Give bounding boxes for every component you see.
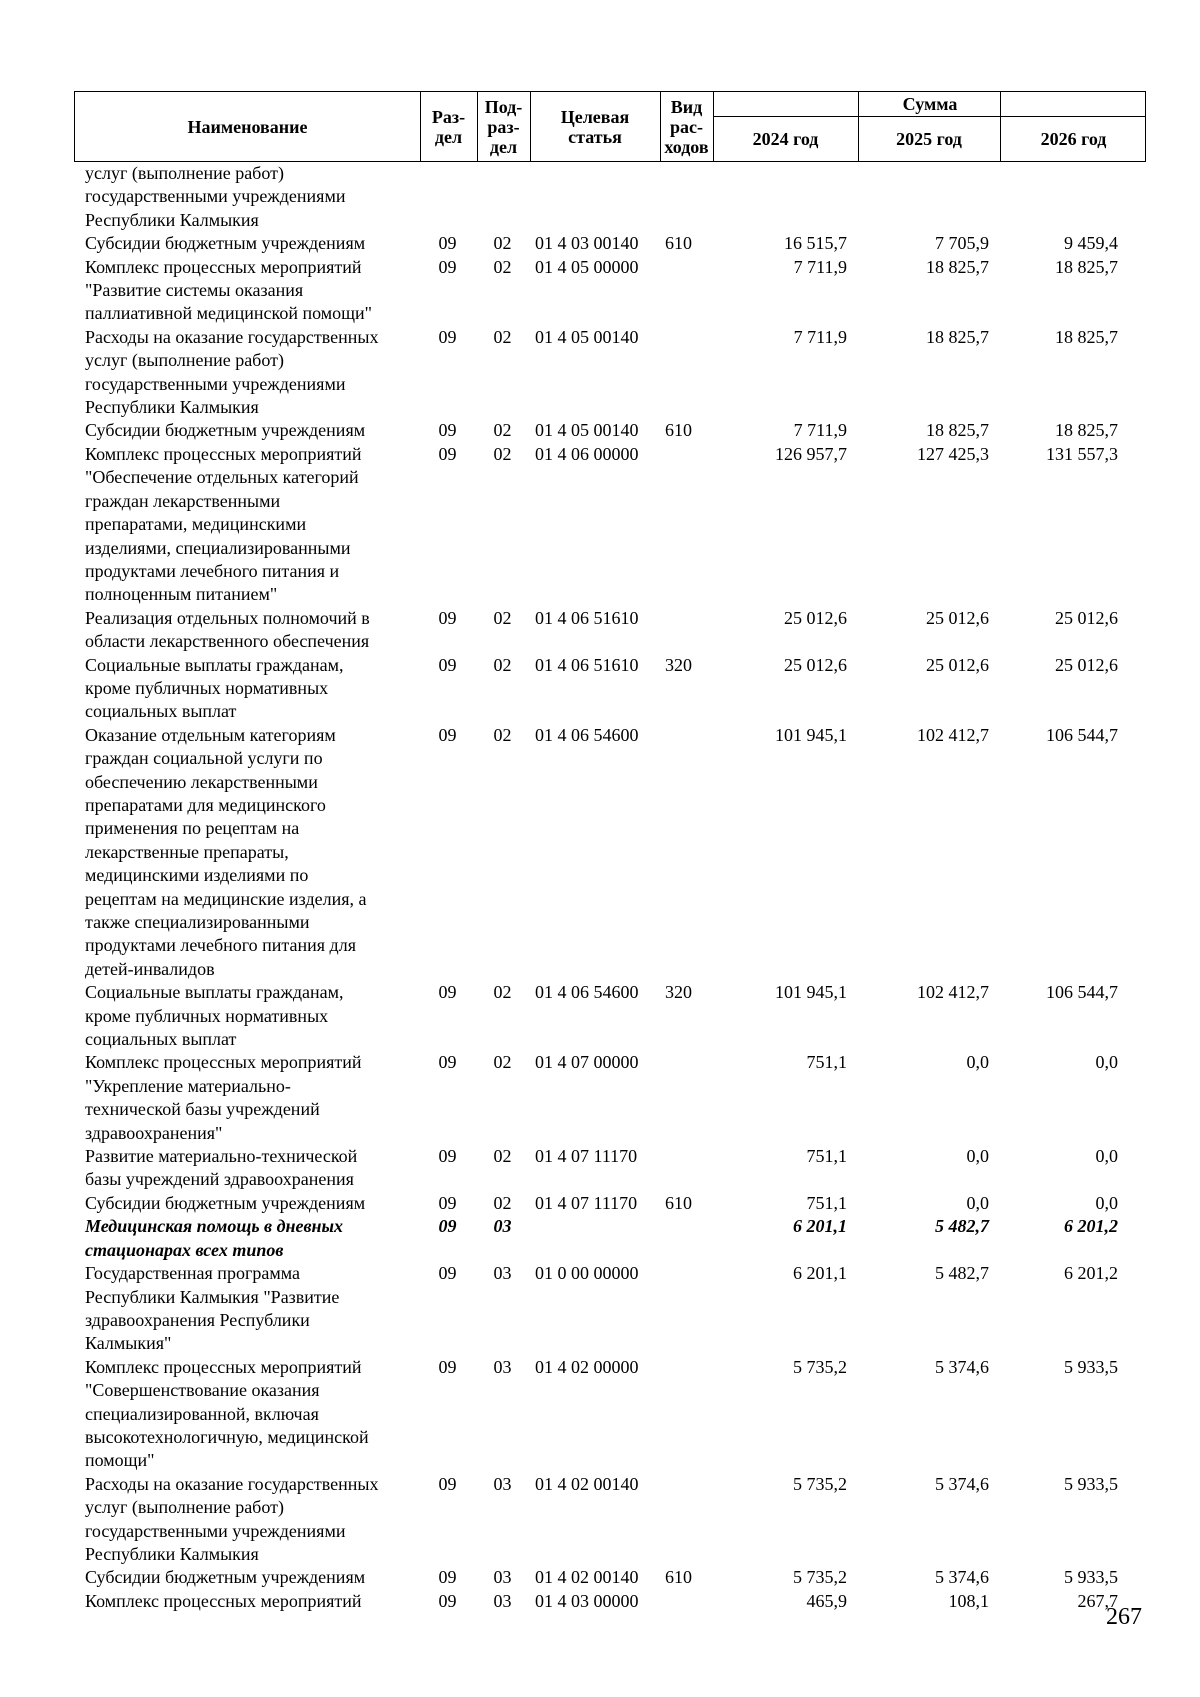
cell-podrazdel: 02 xyxy=(493,256,512,277)
cell-podrazdel: 02 xyxy=(493,1146,512,1167)
cell-sum-2026: 5 933,5 xyxy=(1064,1473,1118,1494)
cell-sum-2024: 5 735,2 xyxy=(793,1567,847,1588)
cell-sum-2024: 126 957,7 xyxy=(775,443,847,464)
cell-sum-2025: 18 825,7 xyxy=(926,420,989,441)
cell-vid-rashodov xyxy=(659,1590,712,1613)
cell-celevaya-statya: 01 4 07 11170 xyxy=(535,1192,638,1213)
table-row xyxy=(74,1356,1146,1473)
cell-podrazdel: 03 xyxy=(493,1356,512,1377)
cell-celevaya-statya: 01 4 02 00140 xyxy=(535,1473,639,1494)
cell-name: Комплекс процессных мероприятий "Обеспечение отдельных категорий граждан лекарственными препаратами, медицинскими изделиями, специализированными продуктами лечебного питания и полноценным питанием" xyxy=(85,443,362,605)
cell-vid-rashodov xyxy=(659,1145,712,1192)
cell-sum-2024: 16 515,7 xyxy=(784,233,847,254)
table-row xyxy=(74,1262,1146,1356)
table-row xyxy=(74,1566,1146,1589)
cell-podrazdel: 02 xyxy=(493,724,512,745)
cell-name: Расходы на оказание государственных услуг (выполнение работ) государственными учреждениями Республики Калмыкия xyxy=(85,1473,379,1564)
table-row xyxy=(74,1215,1146,1262)
cell-vid-rashodov xyxy=(659,1262,712,1356)
cell-celevaya-statya: 01 4 07 00000 xyxy=(535,1052,639,1073)
cell-podrazdel: 02 xyxy=(493,654,512,675)
cell-sum-2025: 18 825,7 xyxy=(926,326,989,347)
cell-vid-rashodov xyxy=(659,162,712,232)
cell-celevaya-statya: 01 4 05 00140 xyxy=(535,326,639,347)
cell-sum-2024: 5 735,2 xyxy=(793,1356,847,1377)
header-razdel: Раз- дел xyxy=(431,106,466,147)
cell-podrazdel: 03 xyxy=(493,1567,512,1588)
cell-name: услуг (выполнение работ) государственными учреждениями Республики Калмыкия xyxy=(85,163,346,230)
cell-celevaya-statya: 01 4 06 51610 xyxy=(535,654,639,675)
cell-vid-rashodov: 320 xyxy=(665,982,692,1003)
cell-sum-2026: 131 557,3 xyxy=(1046,443,1118,464)
cell-celevaya-statya: 01 4 06 54600 xyxy=(535,724,639,745)
cell-sum-2025: 5 374,6 xyxy=(935,1473,989,1494)
cell-sum-2025: 102 412,7 xyxy=(917,982,989,1003)
cell-sum-2024: 751,1 xyxy=(806,1146,847,1167)
cell-sum-2025: 25 012,6 xyxy=(926,607,989,628)
cell-celevaya-statya: 01 4 03 00000 xyxy=(535,1590,639,1611)
cell-name: Комплекс процессных мероприятий xyxy=(85,1590,362,1611)
cell-celevaya-statya: 01 4 06 54600 xyxy=(535,982,639,1003)
cell-vid-rashodov xyxy=(659,1356,712,1473)
cell-sum-2026: 106 544,7 xyxy=(1046,724,1118,745)
cell-sum-2026 xyxy=(999,162,1129,232)
cell-sum-2025: 0,0 xyxy=(966,1052,989,1073)
cell-sum-2024: 6 201,1 xyxy=(793,1216,847,1237)
cell-podrazdel: 03 xyxy=(493,1473,512,1494)
cell-sum-2024: 5 735,2 xyxy=(793,1473,847,1494)
cell-sum-2024: 6 201,1 xyxy=(793,1263,847,1284)
cell-sum-2026: 5 933,5 xyxy=(1064,1567,1118,1588)
cell-celevaya-statya: 01 4 05 00140 xyxy=(535,420,639,441)
cell-vid-rashodov xyxy=(659,326,712,420)
cell-razdel: 09 xyxy=(438,1192,457,1213)
cell-razdel xyxy=(419,162,476,232)
header-name: Наименование xyxy=(187,116,308,137)
cell-sum-2026: 18 825,7 xyxy=(1055,326,1118,347)
cell-vid-rashodov xyxy=(659,256,712,326)
cell-vid-rashodov: 610 xyxy=(665,1567,692,1588)
cell-vid-rashodov: 610 xyxy=(665,420,692,441)
cell-name: Реализация отдельных полномочий в области лекарственного обеспечения xyxy=(85,607,370,652)
cell-sum-2024: 101 945,1 xyxy=(775,982,847,1003)
cell-name: Государственная программа Республики Калмыкия "Развитие здравоохранения Республики Калмыкия" xyxy=(85,1263,340,1354)
cell-celevaya-statya: 01 4 02 00000 xyxy=(535,1356,639,1377)
header-summa: Сумма xyxy=(902,94,958,114)
cell-sum-2024: 7 711,9 xyxy=(793,326,847,347)
table-row xyxy=(74,443,1146,607)
cell-name: Медицинская помощь в дневных стационарах всех типов xyxy=(85,1216,344,1260)
cell-sum-2025: 7 705,9 xyxy=(935,233,989,254)
header-year-2025: 2025 год xyxy=(896,128,962,149)
cell-sum-2024: 25 012,6 xyxy=(784,654,847,675)
cell-celevaya-statya: 01 4 05 00000 xyxy=(535,256,639,277)
cell-podrazdel xyxy=(476,162,529,232)
cell-sum-2025: 127 425,3 xyxy=(917,443,989,464)
cell-vid-rashodov xyxy=(659,1051,712,1145)
cell-sum-2025: 5 374,6 xyxy=(935,1356,989,1377)
cell-podrazdel: 02 xyxy=(493,420,512,441)
table-row xyxy=(74,1590,1146,1613)
cell-sum-2024: 101 945,1 xyxy=(775,724,847,745)
cell-sum-2025: 25 012,6 xyxy=(926,654,989,675)
cell-celevaya-statya: 01 4 06 00000 xyxy=(535,443,639,464)
cell-podrazdel: 02 xyxy=(493,1052,512,1073)
cell-razdel: 09 xyxy=(438,607,457,628)
cell-podrazdel: 02 xyxy=(493,326,512,347)
cell-podrazdel: 02 xyxy=(493,1192,512,1213)
page-number: 267 xyxy=(1106,1604,1142,1630)
cell-podrazdel: 02 xyxy=(493,443,512,464)
cell-razdel: 09 xyxy=(438,1567,457,1588)
cell-name: Комплекс процессных мероприятий "Совершенствование оказания специализированной, включая высокотехнологичную, медицинской помощи" xyxy=(85,1356,369,1471)
table-row xyxy=(74,607,1146,654)
table-row xyxy=(74,326,1146,420)
cell-sum-2024: 751,1 xyxy=(806,1052,847,1073)
header-year-2024: 2024 год xyxy=(752,128,819,149)
cell-sum-2024: 7 711,9 xyxy=(793,420,847,441)
budget-table xyxy=(74,91,1146,1613)
cell-vid-rashodov: 610 xyxy=(665,233,692,254)
cell-sum-2026: 9 459,4 xyxy=(1064,233,1118,254)
cell-celevaya-statya xyxy=(529,1215,659,1262)
cell-podrazdel: 02 xyxy=(493,607,512,628)
cell-podrazdel: 02 xyxy=(493,982,512,1003)
table-row xyxy=(74,419,1146,442)
table-body xyxy=(74,162,1146,1613)
cell-razdel: 09 xyxy=(438,420,457,441)
cell-name: Оказание отдельным категориям граждан социальной услуги по обеспечению лекарственными препаратами для медицинского применения по рецептам на лекарственные препараты, медицинскими изделиями по рецептам на медицинские изделия, а также специализированными продуктами лечебного питания для детей-инвалидов xyxy=(85,724,367,979)
header-vid-rashodov: Вид рас- ходов xyxy=(664,96,709,157)
cell-razdel: 09 xyxy=(438,1356,457,1377)
table-row xyxy=(74,981,1146,1051)
cell-razdel: 09 xyxy=(438,1263,457,1284)
cell-sum-2026: 106 544,7 xyxy=(1046,982,1118,1003)
cell-razdel: 09 xyxy=(438,326,457,347)
cell-razdel: 09 xyxy=(438,233,457,254)
cell-sum-2026: 0,0 xyxy=(1095,1192,1118,1213)
table-row xyxy=(74,256,1146,326)
cell-sum-2024 xyxy=(712,162,857,232)
table-row xyxy=(74,654,1146,724)
cell-sum-2025: 18 825,7 xyxy=(926,256,989,277)
cell-sum-2025: 0,0 xyxy=(966,1192,989,1213)
cell-razdel: 09 xyxy=(438,724,457,745)
cell-razdel: 09 xyxy=(438,1146,457,1167)
header-year-2026: 2026 год xyxy=(1040,128,1107,149)
cell-name: Комплекс процессных мероприятий "Развитие системы оказания паллиативной медицинской помощи" xyxy=(85,256,372,324)
cell-razdel: 09 xyxy=(438,1216,457,1237)
cell-sum-2024: 751,1 xyxy=(806,1192,847,1213)
cell-podrazdel: 03 xyxy=(493,1263,512,1284)
cell-sum-2025: 5 482,7 xyxy=(935,1263,989,1284)
cell-sum-2026: 25 012,6 xyxy=(1055,654,1118,675)
cell-name: Расходы на оказание государственных услуг (выполнение работ) государственными учреждениями Республики Калмыкия xyxy=(85,326,379,418)
table-row xyxy=(74,724,1146,981)
cell-vid-rashodov: 610 xyxy=(665,1192,692,1213)
cell-razdel: 09 xyxy=(438,256,457,277)
cell-name: Комплекс процессных мероприятий "Укрепление материально- технической базы учреждений здравоохранения" xyxy=(85,1052,362,1143)
cell-celevaya-statya: 01 4 03 00140 xyxy=(535,233,639,254)
table-header xyxy=(74,91,1146,162)
cell-sum-2025: 5 374,6 xyxy=(935,1567,989,1588)
cell-vid-rashodov xyxy=(659,724,712,981)
header-celevaya-statya: Целевая статья xyxy=(560,106,630,147)
cell-podrazdel: 03 xyxy=(493,1216,512,1237)
cell-name: Социальные выплаты гражданам, кроме публичных нормативных социальных выплат xyxy=(85,654,344,722)
cell-celevaya-statya: 01 4 02 00140 xyxy=(535,1567,639,1588)
cell-name: Развитие материально-технической базы учреждений здравоохранения xyxy=(85,1146,358,1190)
cell-razdel: 09 xyxy=(438,1473,457,1494)
cell-sum-2025: 108,1 xyxy=(948,1590,989,1611)
cell-sum-2025: 0,0 xyxy=(966,1146,989,1167)
cell-razdel: 09 xyxy=(438,1052,457,1073)
cell-name: Субсидии бюджетным учреждениям xyxy=(85,1567,366,1588)
cell-celevaya-statya xyxy=(529,162,659,232)
cell-sum-2024: 25 012,6 xyxy=(784,607,847,628)
cell-sum-2026: 5 933,5 xyxy=(1064,1356,1118,1377)
table-row xyxy=(74,1192,1146,1215)
cell-vid-rashodov xyxy=(659,1215,712,1262)
cell-sum-2024: 7 711,9 xyxy=(793,256,847,277)
table-row xyxy=(74,1145,1146,1192)
cell-sum-2026: 6 201,2 xyxy=(1064,1263,1118,1284)
cell-sum-2026: 0,0 xyxy=(1095,1146,1118,1167)
cell-celevaya-statya: 01 4 07 11170 xyxy=(535,1146,638,1167)
cell-vid-rashodov xyxy=(659,607,712,654)
table-row xyxy=(74,232,1146,255)
cell-sum-2025 xyxy=(857,162,999,232)
cell-razdel: 09 xyxy=(438,443,457,464)
cell-name: Социальные выплаты гражданам, кроме публичных нормативных социальных выплат xyxy=(85,982,344,1050)
cell-sum-2026: 18 825,7 xyxy=(1055,420,1118,441)
cell-razdel: 09 xyxy=(438,654,457,675)
cell-sum-2026: 267,7 xyxy=(1077,1590,1118,1611)
cell-sum-2026: 25 012,6 xyxy=(1055,607,1118,628)
table-row xyxy=(74,1473,1146,1567)
cell-podrazdel: 03 xyxy=(493,1590,512,1611)
cell-celevaya-statya: 01 0 00 00000 xyxy=(535,1263,639,1284)
table-row xyxy=(74,162,1146,232)
cell-sum-2025: 5 482,7 xyxy=(935,1216,989,1237)
cell-name: Субсидии бюджетным учреждениям xyxy=(85,1192,366,1213)
cell-sum-2026: 6 201,2 xyxy=(1064,1216,1118,1237)
cell-vid-rashodov xyxy=(659,443,712,607)
cell-sum-2026: 18 825,7 xyxy=(1055,256,1118,277)
cell-sum-2026: 0,0 xyxy=(1095,1052,1118,1073)
cell-name: Субсидии бюджетным учреждениям xyxy=(85,420,366,441)
cell-vid-rashodov xyxy=(659,1473,712,1567)
cell-celevaya-statya: 01 4 06 51610 xyxy=(535,607,639,628)
table-row xyxy=(74,1051,1146,1145)
header-podrazdel: Под- раз- дел xyxy=(484,96,523,157)
cell-vid-rashodov: 320 xyxy=(665,654,692,675)
cell-podrazdel: 02 xyxy=(493,233,512,254)
cell-sum-2025: 102 412,7 xyxy=(917,724,989,745)
cell-sum-2024: 465,9 xyxy=(806,1590,847,1611)
cell-razdel: 09 xyxy=(438,1590,457,1611)
cell-name: Субсидии бюджетным учреждениям xyxy=(85,233,366,254)
cell-razdel: 09 xyxy=(438,982,457,1003)
